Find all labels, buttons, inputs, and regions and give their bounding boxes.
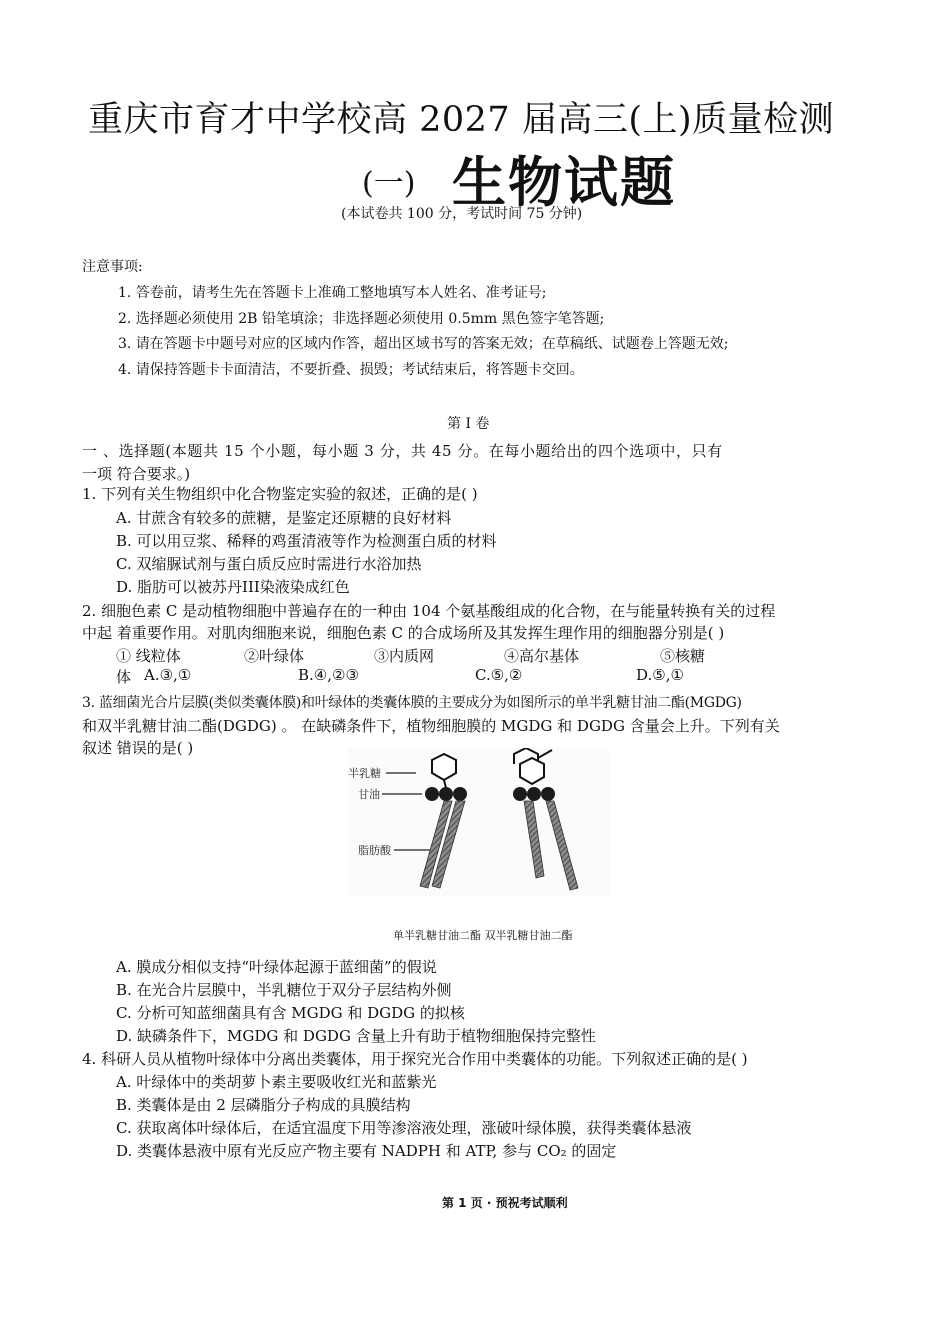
question-4-option-d: D. 类囊体悬液中原有光反应产物主要有 NADPH 和 ATP, 参与 CO₂ 的固定 (116, 1142, 617, 1160)
notice-item: 1. 答卷前，请考生先在答题卡上准确工整地填写本人姓名、准考证号; (118, 285, 547, 301)
label-fatty-acid: 脂肪酸 (358, 844, 391, 857)
section-intro: 一项 符合要求。) (82, 465, 191, 483)
glycerol-bead (527, 787, 541, 801)
question-2-organelle: ① 线粒体 (116, 647, 181, 665)
question-2-option-c: C.⑤,② (475, 666, 523, 684)
notice-item: 3. 请在答题卡中题号对应的区域内作答，超出区域书写的答案无效；在草稿纸、试题卷上答题无效; (118, 336, 729, 352)
question-4-option-c: C. 获取离体叶绿体后，在适宜温度下用等渗溶液处理，涨破叶绿体膜，获得类囊体悬液 (116, 1119, 692, 1137)
label-galactose: 半乳糖 (348, 767, 381, 780)
galactose-ring (432, 754, 456, 780)
question-2-stem: 2. 细胞色素 C 是动植物细胞中普遍存在的一种由 104 个氨基酸组成的化合物，在与能量转换有关的过程 (82, 602, 776, 620)
question-3-option-b: B. 在光合片层膜中，半乳糖位于双分子层结构外侧 (116, 981, 452, 999)
glycerol-bead (453, 787, 467, 801)
lipid-diagram (348, 748, 610, 896)
question-3-option-d: D. 缺磷条件下，MGDG 和 DGDG 含量上升有助于植物细胞保持完整性 (116, 1027, 596, 1045)
volume-heading: 第 I 卷 (447, 416, 490, 432)
exam-title-part: (一) (362, 166, 416, 201)
notice-heading: 注意事项: (82, 259, 143, 275)
question-4-option-b: B. 类囊体是由 2 层磷脂分子构成的具膜结构 (116, 1096, 411, 1114)
question-2-organelle: ④高尔基体 (504, 647, 580, 665)
glycerol-bead (439, 787, 453, 801)
question-1-option-c: C. 双缩脲试剂与蛋白质反应时需进行水浴加热 (116, 555, 422, 573)
question-4-option-a: A. 叶绿体中的类胡萝卜素主要吸收红光和蓝紫光 (116, 1073, 437, 1091)
exam-subtitle: (本试卷共 100 分，考试时间 75 分钟) (341, 206, 583, 222)
exam-subject: 生物试题 (452, 151, 676, 214)
question-2-option-d: D.⑤,① (636, 666, 684, 684)
lipid-structure-figure (348, 748, 610, 896)
question-3-stem: 叙述 错误的是( ) (82, 739, 194, 757)
notice-item: 4. 请保持答题卡卡面清洁，不要折叠、损毁；考试结束后，将答题卡交回。 (118, 362, 584, 378)
figure-caption: 单半乳糖甘油二酯 双半乳糖甘油二酯 (393, 929, 573, 942)
question-3-option-a: A. 膜成分相似支持“叶绿体起源于蓝细菌”的假说 (116, 958, 437, 976)
question-1-option-d: D. 脂肪可以被苏丹III染液染成红色 (116, 578, 350, 596)
question-1-option-b: B. 可以用豆浆、稀释的鸡蛋清液等作为检测蛋白质的材料 (116, 532, 497, 550)
question-2-organelle: ⑤核糖 (660, 647, 706, 665)
fatty-acid-chain (524, 801, 544, 878)
section-intro: 一 、选择题(本题共 15 个小题，每小题 3 分，共 45 分。在每小题给出的四个选项中，只有 (82, 442, 723, 460)
question-2-option-a: A.③,① (144, 666, 192, 684)
question-2-organelle: ②叶绿体 (244, 647, 305, 665)
question-2-organelle-tail: 体 (116, 668, 132, 686)
exam-title: 重庆市育才中学校高 2027 届高三(上)质量检测 (88, 100, 835, 140)
galactose-ring (520, 758, 544, 784)
question-3-stem: 3. 蓝细菌光合片层膜(类似类囊体膜)和叶绿体的类囊体膜的主要成分为如图所示的单半乳糖甘油二酯(MGDG) (82, 695, 742, 711)
question-4-stem: 4. 科研人员从植物叶绿体中分离出类囊体，用于探究光合作用中类囊体的功能。下列叙述正确的是( ) (82, 1050, 748, 1068)
question-1-option-a: A. 甘蔗含有较多的蔗糖，是鉴定还原糖的良好材料 (116, 509, 452, 527)
notice-item: 2. 选择题必须使用 2B 铅笔填涂；非选择题必须使用 0.5mm 黑色签字笔答题; (118, 311, 605, 327)
question-1-stem: 1. 下列有关生物组织中化合物鉴定实验的叙述，正确的是( ) (82, 485, 478, 503)
glycerol-bead (541, 787, 555, 801)
question-2-organelle: ③内质网 (374, 647, 435, 665)
page-footer: 第 1 页 · 预祝考试顺利 (442, 1196, 568, 1210)
question-2-stem: 中起 着重要作用。对肌肉细胞来说，细胞色素 C 的合成场所及其发挥生理作用的细胞器分别是( ) (82, 624, 725, 642)
question-3-option-c: C. 分析可知蓝细菌具有含 MGDG 和 DGDG 的拟核 (116, 1004, 465, 1022)
glycerol-bead (513, 787, 527, 801)
fatty-acid-chain (546, 801, 578, 890)
glycerol-bead (425, 787, 439, 801)
label-glycerol: 甘油 (358, 788, 380, 801)
question-2-option-b: B.④,②③ (298, 666, 359, 684)
question-3-stem: 和双半乳糖甘油二酯(DGDG) 。 在缺磷条件下，植物细胞膜的 MGDG 和 DGDG 含量会上升。下列有关 (82, 717, 780, 735)
